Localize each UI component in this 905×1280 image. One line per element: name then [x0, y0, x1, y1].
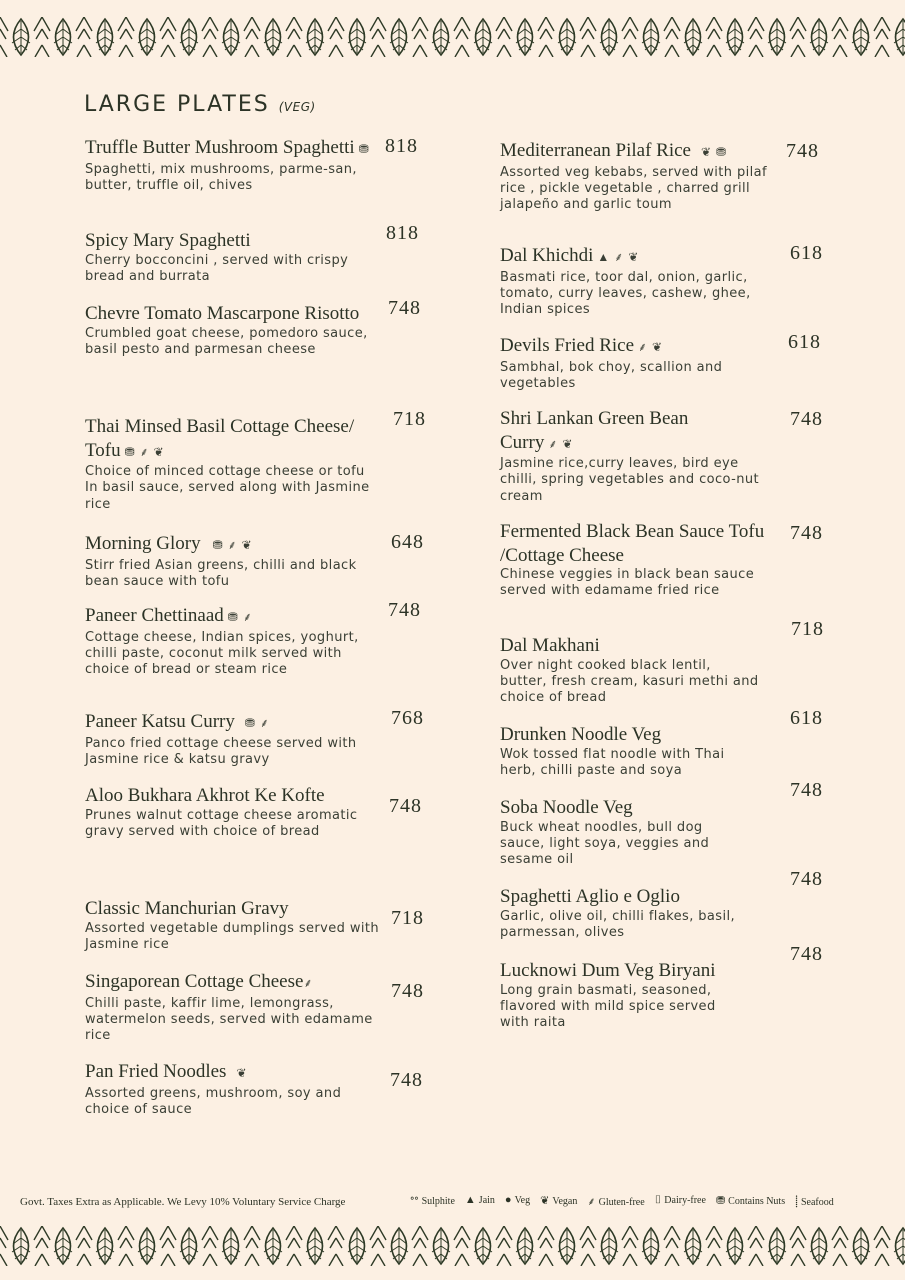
menu-item — [85, 415, 380, 513]
menu-item — [500, 139, 790, 213]
item-name: Classic Manchurian Gravy — [85, 898, 289, 919]
jain-icon: ▲ — [464, 1194, 476, 1206]
item-price: 818 — [386, 222, 419, 244]
menu-item — [500, 244, 780, 318]
item-description: Prunes walnut cottage cheese aromatic gravy served with choice of bread — [85, 807, 358, 839]
menu-item — [85, 604, 385, 678]
diet-icons: ⛃ ⸙ — [244, 716, 270, 730]
item-price: 648 — [391, 531, 424, 553]
contains-nuts-icon: ⛃ — [715, 1195, 726, 1207]
menu-item — [85, 302, 385, 358]
vegan-icon: ❦ — [540, 1195, 550, 1207]
item-name: Truffle Butter Mushroom Spaghetti — [85, 137, 355, 158]
sulphite-icon: ᐤᐤ — [410, 1195, 419, 1207]
item-name: Morning Glory — [85, 533, 201, 554]
diet-icons: ⸙ ❦ — [638, 340, 664, 354]
menu-item — [500, 334, 770, 392]
menu-item — [85, 970, 385, 1044]
legend-item — [716, 1194, 785, 1209]
item-description: Over night cooked black lentil, butter, fresh cream, kasuri methi and choice of bread — [500, 657, 759, 706]
item-name: Shri Lankan Green Bean Curry — [500, 408, 689, 453]
item-description: Panco fried cottage cheese served with Jasmine rice & katsu gravy — [85, 735, 357, 767]
item-price: 748 — [390, 1069, 423, 1091]
menu-item — [85, 710, 385, 768]
item-name: Singaporean Cottage Cheese — [85, 971, 304, 992]
legend-item — [410, 1194, 455, 1209]
item-name: Chevre Tomato Mascarpone Risotto — [85, 303, 360, 324]
item-price: 748 — [388, 297, 421, 319]
seafood-icon: ⸽ — [795, 1196, 798, 1208]
item-description: Choice of minced cottage cheese or tofu In basil sauce, served along with Jasmine rice — [85, 464, 370, 512]
menu-item — [500, 796, 780, 868]
menu-item — [500, 520, 780, 600]
bottom-leaf-border — [0, 1226, 905, 1266]
item-price: 748 — [790, 779, 823, 801]
item-name: Dal Khichdi — [500, 245, 594, 266]
menu-item — [85, 784, 358, 840]
diet-icons: ⛃ ⸙ — [227, 610, 253, 624]
item-price: 718 — [391, 907, 424, 929]
item-price: 748 — [790, 522, 823, 544]
item-description: Assorted veg kebabs, served with pilaf rice , pickle vegetable , charred grill jalapeño and garlic toum — [500, 164, 767, 213]
item-price: 768 — [391, 707, 424, 729]
item-description: Wok tossed flat noodle with Thai herb, chilli paste and soya — [500, 746, 725, 778]
item-price: 748 — [388, 599, 421, 621]
item-description: Assorted greens, mushroom, soy and choice of sauce — [85, 1085, 342, 1117]
legend-item — [587, 1194, 644, 1209]
menu-item — [500, 723, 780, 779]
item-name: Drunken Noodle Veg — [500, 724, 662, 745]
item-description: Cottage cheese, Indian spices, yoghurt, chilli paste, coconut milk served with choice of bread or steam rice — [85, 629, 359, 678]
item-price: 748 — [786, 140, 819, 162]
item-price: 618 — [790, 707, 823, 729]
item-description: Assorted vegetable dumplings served with Jasmine rice — [85, 920, 380, 952]
item-price: 748 — [389, 795, 422, 817]
item-name: Fermented Black Bean Sauce Tofu /Cottage Cheese — [500, 521, 765, 566]
item-description: Chilli paste, kaffir lime, lemongrass, watermelon seeds, served with edamame rice — [85, 995, 373, 1044]
legend-item — [655, 1194, 706, 1209]
item-price: 748 — [391, 980, 424, 1002]
gluten-free-icon: ⸙ — [587, 1196, 596, 1208]
item-price: 748 — [790, 408, 823, 430]
item-name: Lucknowi Dum Veg Biryani — [500, 960, 716, 981]
item-price: 748 — [790, 868, 823, 890]
legend-label: Dairy-free — [664, 1195, 706, 1206]
diet-legend — [410, 1194, 834, 1209]
diet-icons: ⛃ — [358, 142, 370, 156]
menu-item — [85, 136, 385, 194]
legend-label: Contains Nuts — [728, 1196, 786, 1207]
item-description: Basmati rice, toor dal, onion, garlic, tomato, curry leaves, cashew, ghee, Indian spices — [500, 269, 751, 318]
top-leaf-border — [0, 17, 905, 57]
item-name: Thai Minsed Basil Cottage Cheese/ Tofu — [85, 416, 355, 461]
menu-item — [85, 229, 385, 285]
legend-item — [795, 1194, 834, 1209]
item-name: Pan Fried Noodles — [85, 1061, 227, 1082]
item-description: Garlic, olive oil, chilli flakes, basil, parmessan, olives — [500, 908, 736, 940]
diet-icons: ⛃ ⸙ ❦ — [124, 444, 165, 459]
item-description: Stirr fried Asian greens, chilli and black bean sauce with tofu — [85, 557, 357, 589]
legend-label: Jain — [478, 1195, 495, 1206]
section-title-text: LARGE PLATES — [84, 92, 270, 117]
item-price: 618 — [790, 242, 823, 264]
legend-label: Seafood — [800, 1197, 834, 1208]
item-name: Spaghetti Aglio e Oglio — [500, 886, 680, 907]
legend-label: Veg — [514, 1195, 531, 1206]
menu-item — [85, 897, 385, 953]
menu-item — [500, 959, 780, 1031]
section-title — [84, 92, 316, 117]
menu-item — [500, 634, 780, 706]
legend-item — [465, 1194, 495, 1209]
veg-icon: ● — [504, 1194, 512, 1206]
item-name: Devils Fried Rice — [500, 335, 635, 356]
diet-icons: ⸙ ❦ — [548, 436, 574, 451]
diet-icons: ⸙ — [303, 976, 314, 990]
menu-item — [500, 407, 759, 505]
item-price: 818 — [385, 135, 418, 157]
item-price: 718 — [393, 408, 426, 430]
item-name: Paneer Katsu Curry — [85, 711, 235, 732]
item-description: Cherry bocconcini , served with crispy bread and burrata — [85, 252, 349, 284]
menu-item — [85, 532, 385, 590]
legend-label: Vegan — [552, 1196, 578, 1207]
legend-item — [540, 1194, 577, 1209]
tax-note: Govt. Taxes Extra as Applicable. We Levy 10% Voluntary Service Charge — [20, 1196, 346, 1208]
dairy-free-icon: ⌷ — [654, 1194, 662, 1206]
menu-item — [85, 1060, 385, 1118]
diet-icons: ❦ ⛃ — [700, 145, 728, 159]
item-name: Mediterranean Pilaf Rice — [500, 140, 691, 161]
item-name: Spicy Mary Spaghetti — [85, 230, 251, 251]
item-price: 718 — [791, 618, 824, 640]
diet-icons: ▲ ⸙ ❦ — [597, 250, 640, 264]
diet-icons: ❦ — [236, 1066, 248, 1080]
diet-icons: ⛃ ⸙ ❦ — [212, 538, 253, 552]
legend-label: Sulphite — [421, 1196, 455, 1207]
item-name: Soba Noodle Veg — [500, 797, 633, 818]
item-name: Aloo Bukhara Akhrot Ke Kofte — [85, 785, 325, 806]
legend-item — [505, 1194, 530, 1209]
item-price: 748 — [790, 943, 823, 965]
item-description: Chinese veggies in black bean sauce served with edamame fried rice — [500, 567, 755, 599]
item-name: Dal Makhani — [500, 635, 600, 656]
menu-item — [500, 885, 780, 941]
item-description: Spaghetti, mix mushrooms, parme-san, butter, truffle oil, chives — [85, 161, 357, 193]
item-description: Buck wheat noodles, bull dog sauce, light soya, veggies and sesame oil — [500, 819, 710, 868]
item-name: Paneer Chettinaad — [85, 605, 224, 626]
item-description: Sambhal, bok choy, scallion and vegetables — [500, 359, 723, 391]
item-description: Jasmine rice,curry leaves, bird eye chilli, spring vegetables and coco-nut cream — [500, 456, 759, 504]
legend-label: Gluten-free — [598, 1197, 645, 1208]
item-description: Crumbled goat cheese, pomedoro sauce, basil pesto and parmesan cheese — [85, 325, 368, 357]
section-subtitle: (VEG) — [278, 100, 316, 114]
item-description: Long grain basmati, seasoned, flavored with mild spice served with raita — [500, 982, 716, 1031]
item-price: 618 — [788, 331, 821, 353]
